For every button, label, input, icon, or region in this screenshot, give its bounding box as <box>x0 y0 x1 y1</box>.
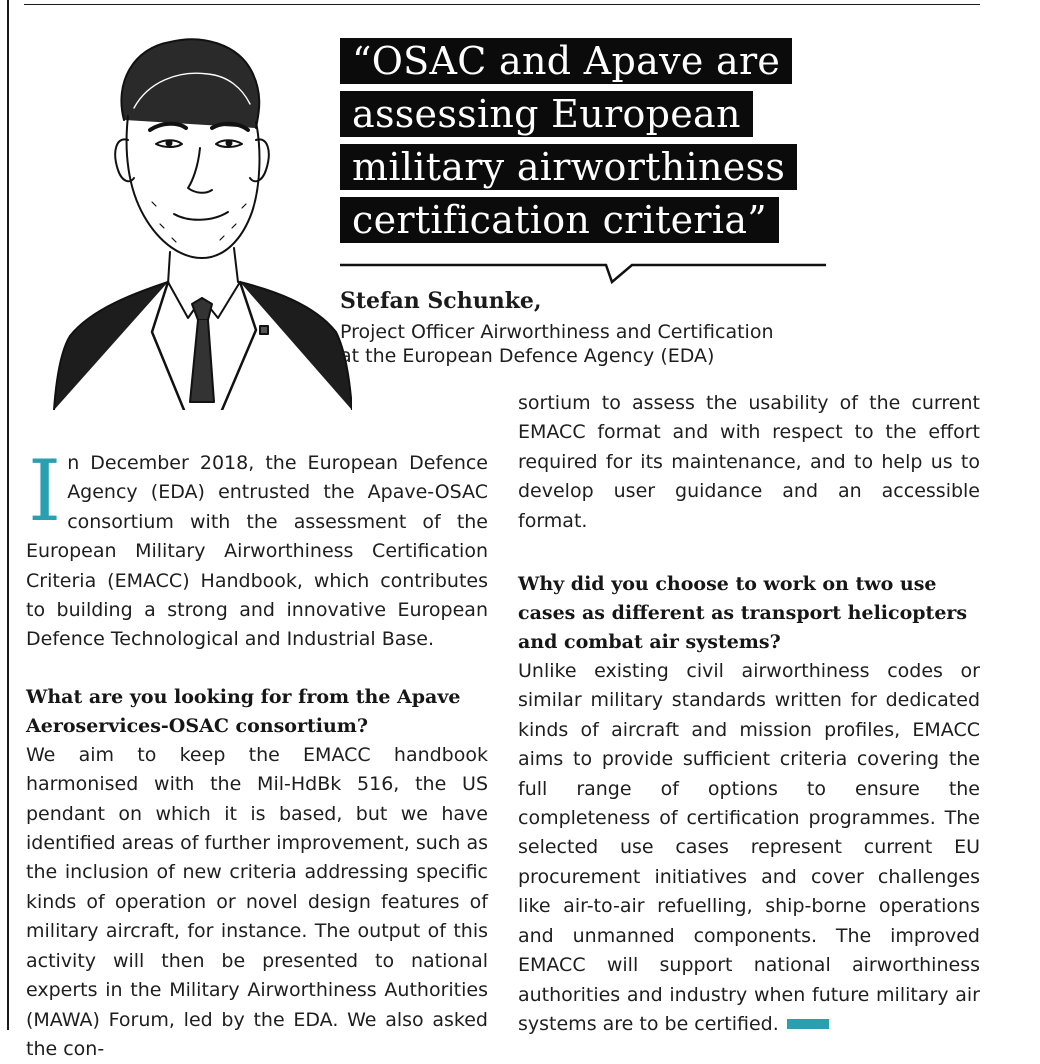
author-role-line-2: at the European Defence Agency (EDA) <box>340 345 715 367</box>
article-column-left <box>26 442 488 1064</box>
drop-cap: I <box>28 442 62 540</box>
speech-bubble-line <box>340 262 826 286</box>
answer-2 <box>518 657 980 1039</box>
question-2-heading: Why did you choose to work on two use cases as different as transport helicopters and combat air systems? <box>518 573 968 654</box>
quote-line-3: military airworthiness <box>340 144 797 190</box>
pull-quote <box>340 38 980 250</box>
answer-1-part-2: sortium to assess the usability of the current EMACC format and with respect to the effort required for its maintenance, and to help us to develop user guidance and an accessible format. <box>518 392 980 532</box>
author-role-line-1: Project Officer Airworthiness and Certification <box>340 321 774 343</box>
quote-line-2: assessing European <box>340 91 753 137</box>
quote-line-4: certification criteria” <box>340 197 779 243</box>
answer-2-text: Unlike existing civil airworthiness codes or similar military standards written for dedicated kinds of aircraft and mission profiles, EMACC aims to provide sufficient criteria covering the full range of options to ensure the completeness of certification programmes. The selected use cases represent current EU procurement initiatives and cover challenges like air-to-air refuelling, ship-borne operations and unmanned components. The improved EMACC will support national airworthiness authorities and industry when future military air systems are to be certified. <box>518 660 980 1035</box>
author-role <box>340 320 840 368</box>
answer-1-part-1: We aim to keep the EMACC handbook harmonised with the Mil-HdBk 516, the US pendant on which it is based, but we have identified areas of further improvement, such as the inclusion of new criteria addressing specific kinds of operation or novel design features of military aircraft, for instance. The output of this activity will then be presented to national experts in the Military Airworthiness Authorities (MAWA) Forum, led by the EDA. We also asked the con- <box>26 743 488 1060</box>
intro-paragraph <box>26 442 488 655</box>
author-name: Stefan Schunke, <box>340 288 542 314</box>
page-left-rule <box>7 0 9 1030</box>
article-column-right <box>518 389 980 1039</box>
end-of-article-mark <box>787 1019 829 1029</box>
question-1-heading: What are you looking for from the Apave Aeroservices-OSAC consortium? <box>26 685 461 737</box>
portrait-illustration <box>52 12 352 412</box>
intro-text: n December 2018, the European Defence Agency (EDA) entrusted the Apave-OSAC consortium with the assessment of the European Military Airworthiness Certification Criteria (EMACC) Handbook, which contributes to building a strong and innovative European Defence Technological and Industrial Base. <box>26 452 488 651</box>
quote-line-1: “OSAC and Apave are <box>340 38 792 84</box>
page-top-rule <box>24 4 980 5</box>
